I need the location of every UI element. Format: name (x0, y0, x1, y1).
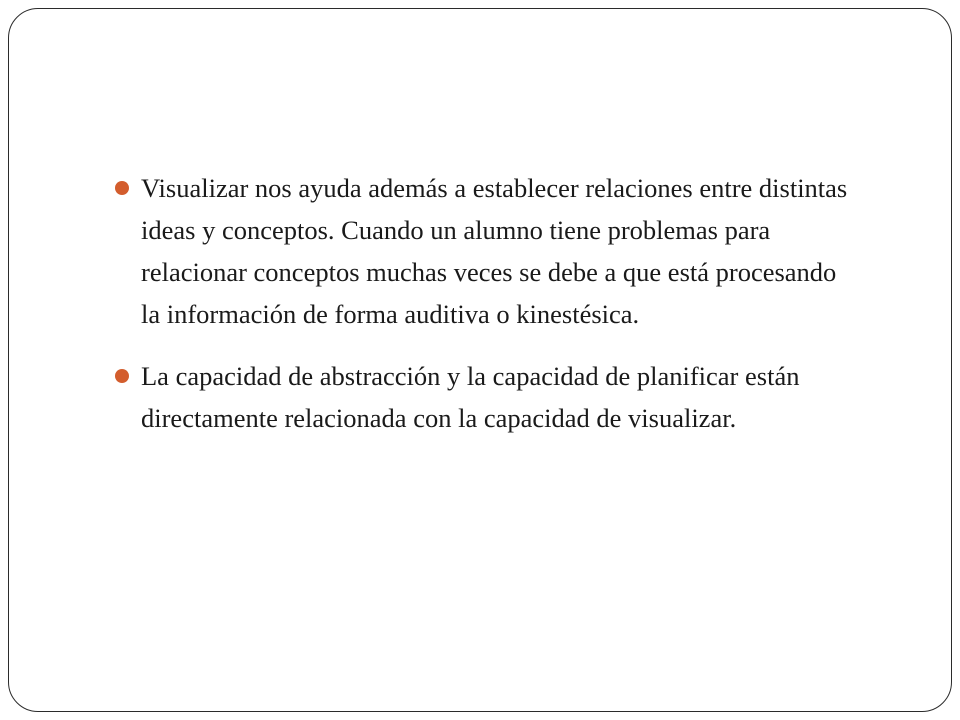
slide-frame (8, 8, 952, 712)
list-item (115, 167, 855, 335)
bullet-list (115, 167, 855, 459)
bullet-dot-icon (115, 369, 129, 383)
bullet-dot-icon (115, 181, 129, 195)
bullet-text: Visualizar nos ayuda además a establecer relaciones entre distintas ideas y conceptos. Cuando un alumno tiene problemas para relacionar conceptos muchas veces se debe a que está procesando la información de forma auditiva o kinestésica. (141, 173, 848, 329)
bullet-text: La capacidad de abstracción y la capacidad de planificar están directamente relacionada con la capacidad de visualizar. (141, 361, 800, 433)
list-item (115, 355, 855, 439)
